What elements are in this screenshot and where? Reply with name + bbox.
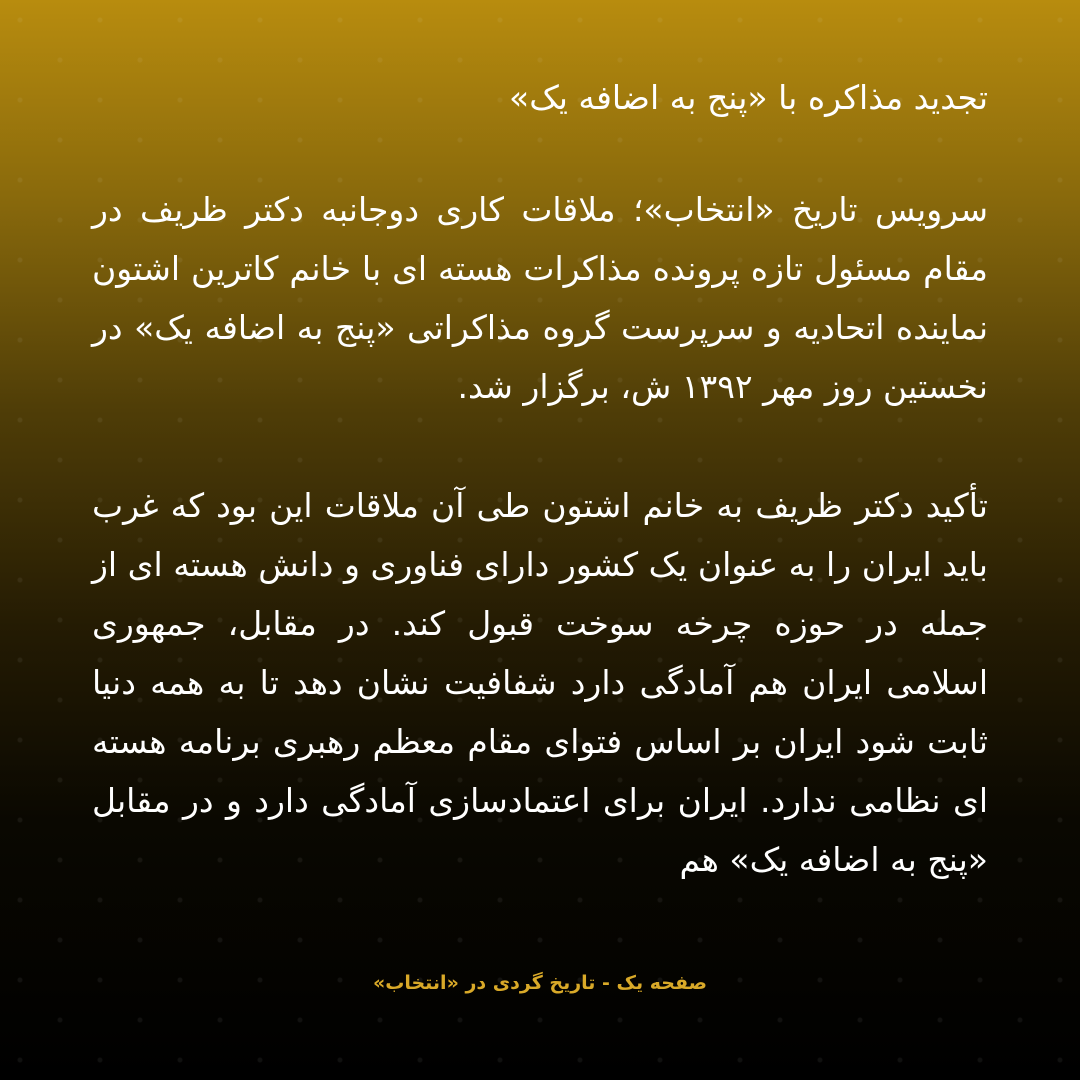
post-content (92, 70, 988, 889)
post-title: تجدید مذاکره با «پنج به اضافه یک» (509, 78, 988, 117)
paragraph-1: سرویس تاریخ «انتخاب»؛ ملاقات کاری دوجانبه دکتر ظریف در مقام مسئول تازه پرونده مذاکرات هسته ای با خانم کاترین اشتون نماینده اتحادیه و سرپرست گروه مذاکراتی «پنج به اضافه یک» در نخستین روز مهر ۱۳۹۲ ش، برگزار شد. (92, 190, 988, 406)
page-footer: صفحه یک - تاریخ گردی در «انتخاب» (372, 972, 708, 994)
paragraph-2: تأکید دکتر ظریف به خانم اشتون طی آن ملاقات این بود که غرب باید ایران را به عنوان یک کشور دارای فناوری و دانش هسته ای از جمله در حوزه چرخه سوخت قبول کند. در مقابل، جمهوری اسلامی ایران هم آمادگی دارد شفافیت نشان دهد تا به همه دنیا ثابت شود ایران بر اساس فتوای مقام معظم رهبری برنامه هسته ای نظامی ندارد. ایران برای اعتمادسازی آمادگی دارد و در مقابل «پنج به اضافه یک» هم (92, 486, 988, 879)
